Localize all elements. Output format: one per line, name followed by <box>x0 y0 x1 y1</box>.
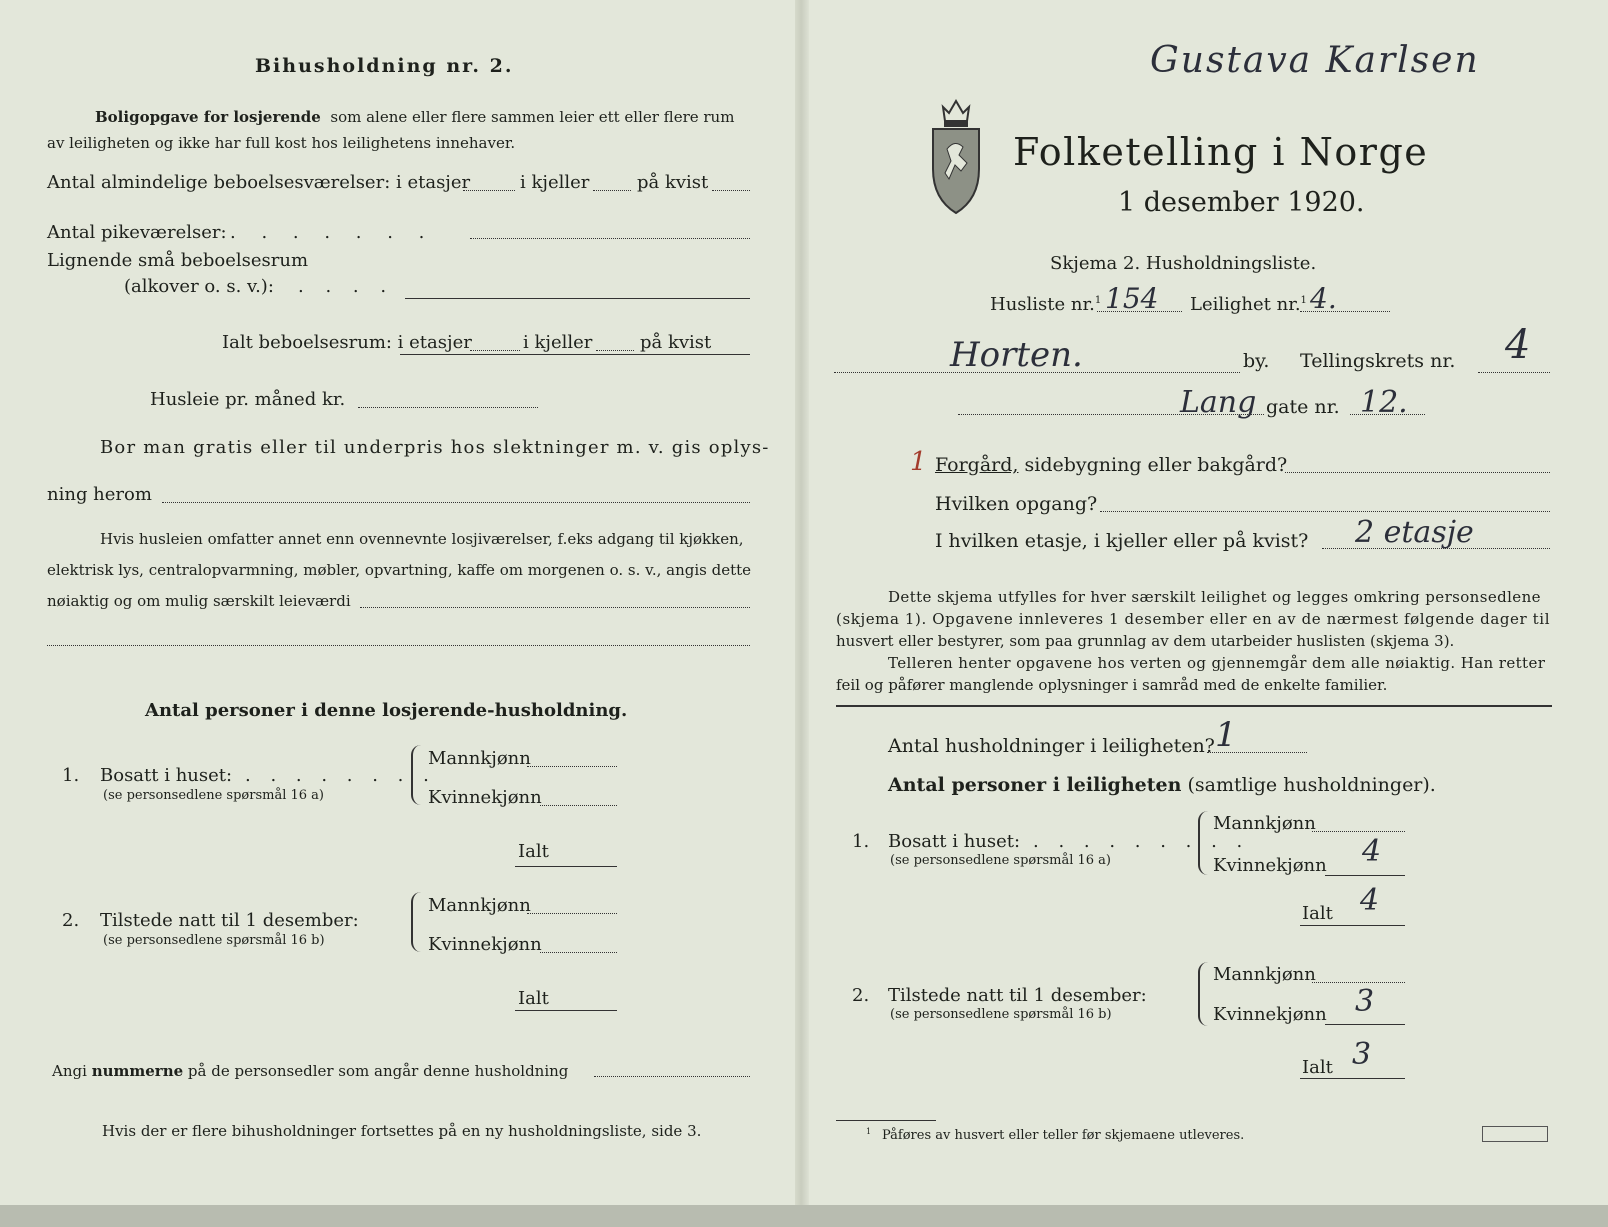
instructions-line-5: feil og påfører manglende oplysninger i samråd med de enkelte familier. <box>836 676 1388 694</box>
left-q1-male: Mannkjønn <box>428 748 531 769</box>
alcoves-label: (alkover o. s. v.): <box>124 276 274 297</box>
intro-rest: som alene eller flere sammen leier ett eller flere rum <box>330 108 735 126</box>
rooms-attic-label: på kvist <box>637 172 709 193</box>
left-q2-female: Kvinnekjønn <box>428 934 542 955</box>
right-q2-label: Tilstede natt til 1 desember: <box>888 985 1147 1006</box>
left-q2-number: 2. <box>62 910 80 931</box>
right-q1-dots: . . . . . . . . . <box>1033 831 1250 852</box>
left-q1-total-line <box>515 866 617 867</box>
right-q1-male: Mannkjønn <box>1213 813 1316 834</box>
forgard-rest: sidebygning eller bakgård? <box>1024 454 1288 476</box>
right-q1-total-value: 4 <box>1360 883 1380 918</box>
right-q2-sub: (se personsedlene spørsmål 16 b) <box>890 1007 1112 1022</box>
maid-rooms-line <box>470 238 750 239</box>
forgard-label: Forgård, <box>935 454 1019 476</box>
free-line-2: ning herom <box>47 484 152 505</box>
street-value: Lang <box>1180 385 1257 420</box>
left-q1-total: Ialt <box>518 841 549 862</box>
free-answer-line <box>162 502 750 503</box>
incl-line-2: elektrisk lys, centralopvarmning, møbler, opvartning, kaffe om morgenen o. s. v., angis dette <box>47 561 752 579</box>
left-heading: Bihusholdning nr. 2. <box>255 55 514 77</box>
incl-answer-line-2 <box>47 645 750 646</box>
left-q1-female-line <box>540 805 617 806</box>
numbers-pre: Angi <box>52 1062 87 1080</box>
instructions-divider <box>836 705 1552 707</box>
total-rooms-label: Ialt beboelsesrum: i etasjer <box>222 332 472 353</box>
households-label: Antal husholdninger i leiligheten? <box>888 735 1215 757</box>
rooms-label: Antal almindelige beboelsesværelser: i etasjer <box>47 172 471 193</box>
form-date: 1 desember 1920. <box>1118 187 1365 218</box>
left-q2-label: Tilstede natt til 1 desember: <box>100 910 359 931</box>
instructions-line-2: (skjema 1). Opgavene innleveres 1 desember eller en av de nærmest følgende dager til <box>836 610 1551 628</box>
intro-line-1 <box>95 108 734 126</box>
right-q1-female-line <box>1325 875 1405 876</box>
page-fold <box>795 0 809 1227</box>
right-q1-label: Bosatt i huset: <box>888 831 1021 852</box>
left-persons-heading: Antal personer i denne losjerende-husholdning. <box>145 700 628 721</box>
left-q2-female-line <box>540 952 617 953</box>
leilighet-label: Leilighet nr.$^1$ <box>1190 294 1307 315</box>
incl-line-3: nøiaktig og om mulig særskilt leieværdi <box>47 592 351 610</box>
right-q2-total-line <box>1300 1078 1405 1079</box>
alcoves-line <box>405 298 750 299</box>
left-q2-total: Ialt <box>518 988 549 1009</box>
right-q2-total: Ialt <box>1302 1057 1333 1078</box>
right-q2-male-line <box>1312 982 1405 983</box>
left-q2-sub: (se personsedlene spørsmål 16 b) <box>103 933 325 948</box>
husliste-line <box>1097 311 1182 312</box>
street-label: gate nr. <box>1266 396 1340 418</box>
left-q2-brace <box>411 892 423 952</box>
total-attic-label: på kvist <box>640 332 712 353</box>
etasje-value: 2 etasje <box>1355 515 1474 550</box>
instructions-line-4: Telleren henter opgavene hos verten og gjennemgår dem alle nøiaktig. Han retter <box>888 654 1546 672</box>
schema-label: Skjema 2. Husholdningsliste. <box>1050 253 1317 274</box>
left-q1-female: Kvinnekjønn <box>428 787 542 808</box>
opgang-line <box>1100 511 1550 512</box>
leilighet-line <box>1300 311 1390 312</box>
street-number-line <box>1350 414 1425 415</box>
rent-label: Husleie pr. måned kr. <box>150 389 346 410</box>
total-cellar-line <box>596 350 634 351</box>
city-suffix: by. <box>1243 350 1270 372</box>
rooms-floors-line <box>463 190 515 191</box>
footnote-number: 1 <box>866 1127 872 1136</box>
husliste-label: Husliste nr.$^1$ <box>990 294 1102 315</box>
rooms-attic-line <box>712 190 750 191</box>
left-q1-male-line <box>527 766 617 767</box>
rooms-cellar-label: i kjeller <box>520 172 590 193</box>
right-q1-brace <box>1198 811 1210 875</box>
numbers-rest: på de personsedler som angår denne husholdning <box>187 1062 569 1080</box>
right-q1-number: 1. <box>852 831 870 852</box>
alcoves-dots: . . . . <box>298 276 395 297</box>
maid-rooms-dots: . . . . . . . <box>230 222 435 243</box>
krets-label: Tellingskrets nr. <box>1300 350 1456 372</box>
forgard-line <box>935 454 1287 476</box>
opgang-label: Hvilken opgang? <box>935 493 1098 515</box>
rent-line <box>358 407 538 408</box>
husliste-value: 154 <box>1105 282 1159 315</box>
handwritten-name: Gustava Karlsen <box>1150 40 1480 81</box>
instructions-line-1: Dette skjema utfylles for hver særskilt leilighet og legges omkring personsedlene <box>888 588 1541 606</box>
households-line <box>1207 752 1307 753</box>
street-number: 12. <box>1360 385 1408 420</box>
forgard-answer-line <box>1285 472 1550 473</box>
incl-answer-line <box>360 607 750 608</box>
numbers-line <box>52 1062 568 1080</box>
rooms-cellar-line <box>593 190 631 191</box>
leilighet-value: 4. <box>1310 282 1337 315</box>
form-title: Folketelling i Norge <box>1013 130 1429 174</box>
left-q1-brace <box>411 745 423 805</box>
incl-line-1: Hvis husleien omfatter annet enn ovennevnte losjiværelser, f.eks adgang til kjøkken, <box>100 530 744 548</box>
left-q1-dots: . . . . . . . . <box>245 765 436 786</box>
free-line-1: Bor man gratis eller til underpris hos slektninger m. v. gis oplys- <box>100 437 770 458</box>
left-q1-sub: (se personsedlene spørsmål 16 a) <box>103 788 324 803</box>
total-cellar-label: i kjeller <box>523 332 593 353</box>
city-value: Horten. <box>950 335 1083 375</box>
total-rooms-underline <box>400 354 750 355</box>
left-q2-male: Mannkjønn <box>428 895 531 916</box>
persons-bold: Antal personer i leiligheten <box>888 774 1182 796</box>
numbers-answer-line <box>594 1076 750 1077</box>
etasje-line <box>1322 548 1550 549</box>
etasje-label: I hvilken etasje, i kjeller eller på kvist? <box>935 530 1309 552</box>
street-line <box>958 414 1264 415</box>
right-q2-male: Mannkjønn <box>1213 964 1316 985</box>
right-q1-total: Ialt <box>1302 903 1333 924</box>
right-q1-female-value: 4 <box>1362 834 1382 869</box>
printer-stamp-icon <box>1482 1126 1548 1142</box>
footnote-rule <box>836 1120 936 1121</box>
right-q1-sub: (se personsedlene spørsmål 16 a) <box>890 853 1111 868</box>
forgard-check-mark: 1 <box>910 447 927 477</box>
left-q1-label: Bosatt i huset: <box>100 765 233 786</box>
left-q1-number: 1. <box>62 765 80 786</box>
persons-line <box>888 774 1436 796</box>
right-q2-female-value: 3 <box>1355 984 1375 1019</box>
right-q2-brace <box>1198 962 1210 1026</box>
maid-rooms-label: Antal pikeværelser: <box>47 222 227 243</box>
sheet-bottom-edge <box>0 1205 1608 1227</box>
left-q2-male-line <box>527 913 617 914</box>
total-floors-line <box>470 350 520 351</box>
small-rooms-label: Lignende små beboelsesrum <box>47 250 309 271</box>
right-q2-female-line <box>1325 1024 1405 1025</box>
instructions-line-3: husvert eller bestyrer, som paa grunnlag av dem utarbeider huslisten (skjema 3). <box>836 632 1455 650</box>
krets-value: 4 <box>1505 322 1531 368</box>
households-value: 1 <box>1215 715 1237 755</box>
right-q1-total-line <box>1300 925 1405 926</box>
right-q1-male-line <box>1312 831 1405 832</box>
persons-rest: (samtlige husholdninger). <box>1187 774 1436 796</box>
intro-line-2: av leiligheten og ikke har full kost hos leilighetens innehaver. <box>47 134 516 152</box>
city-line <box>834 372 1240 373</box>
norway-coat-of-arms-icon <box>927 99 985 217</box>
right-q2-total-value: 3 <box>1352 1037 1372 1072</box>
krets-line <box>1478 372 1550 373</box>
numbers-bold: nummerne <box>91 1062 184 1080</box>
intro-bold: Boligopgave for losjerende <box>95 108 321 126</box>
right-q2-number: 2. <box>852 985 870 1006</box>
right-q2-female: Kvinnekjønn <box>1213 1004 1327 1025</box>
left-footer: Hvis der er flere bihusholdninger fortsettes på en ny husholdningsliste, side 3. <box>102 1122 702 1140</box>
right-q1-female: Kvinnekjønn <box>1213 855 1327 876</box>
left-q2-total-line <box>515 1010 617 1011</box>
footnote-text: Påføres av husvert eller teller før skjemaene utleveres. <box>882 1128 1245 1143</box>
